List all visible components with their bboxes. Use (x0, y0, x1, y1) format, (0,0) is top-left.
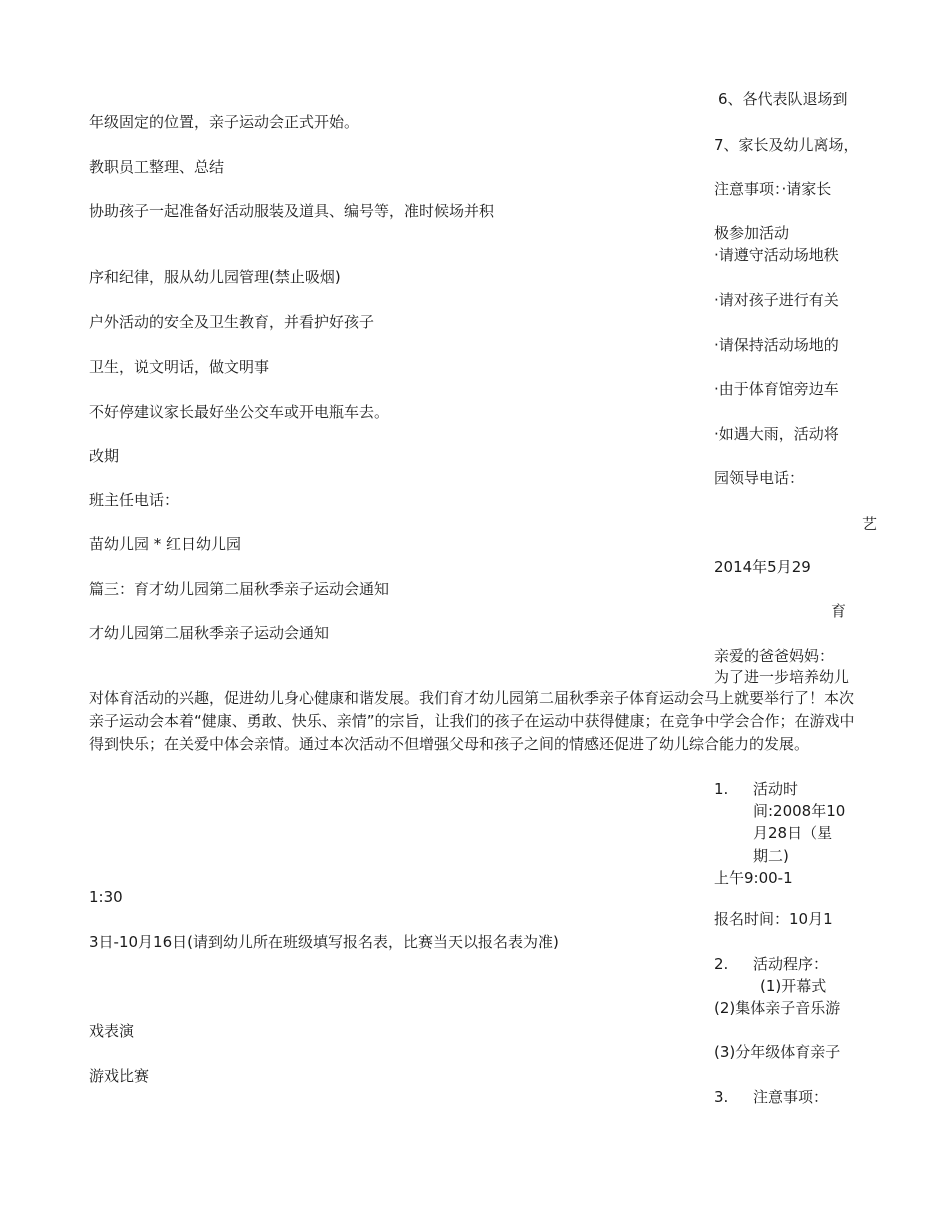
right-line-19: (3)分年级体育亲子 (714, 1043, 841, 1061)
right-line-18: (2)集体亲子音乐游 (714, 999, 841, 1017)
right-line-13: 育 (831, 602, 847, 620)
intro-paragraph: 对体育活动的兴趣，促进幼儿身心健康和谐发展。我们育才幼儿园第二届秋季亲子体育运动会马上就要举行了！本次亲子运动会本着“健康、勇敢、快乐、亲情”的宗旨，让我们的孩子在运动中获得健康；在竞争中学会合作；在游戏中得到快乐；在关爱中体会亲情。通过本次活动不但增强父母和孩子之间的情感还促进了幼儿综合能力的发展。 (89, 689, 855, 753)
left-line-8: 改期 (89, 447, 120, 465)
item-2-line-a: 活动程序： (753, 955, 829, 973)
left-line-9: 班主任电话： (89, 491, 180, 509)
left-line-5: 户外活动的安全及卫生教育，并看护好孩子 (89, 313, 375, 331)
right-line-5: ·请遵守活动场地秩 (714, 246, 839, 264)
left-line-15: 戏表演 (89, 1022, 135, 1040)
left-line-16: 游戏比赛 (89, 1067, 150, 1085)
left-line-3: 协助孩子一起准备好活动服装及道具、编号等，准时候场并积 (89, 202, 495, 220)
right-line-11: 艺 (862, 515, 878, 533)
date-line: 2014年5月29 (714, 558, 811, 576)
item-1-number: 1. (714, 780, 729, 798)
right-line-15: 为了进一步培养幼儿 (714, 668, 850, 686)
left-line-4: 序和纪律，服从幼儿园管理(禁止吸烟) (89, 268, 341, 286)
right-line-7: ·请保持活动场地的 (714, 336, 839, 354)
left-line-1: 年级固定的位置，亲子运动会正式开始。 (89, 113, 360, 131)
right-line-16: 上午9:00-1 (714, 869, 793, 887)
item-2-line-b: (1)开幕式 (760, 977, 827, 995)
right-line-8: ·由于体育馆旁边车 (714, 380, 839, 398)
section-heading: 篇三：育才幼儿园第二届秋季亲子运动会通知 (89, 580, 390, 598)
item-1-line-a: 活动时 (753, 780, 799, 798)
right-line-6: ·请对孩子进行有关 (714, 291, 839, 309)
item-3-line-a: 注意事项： (753, 1088, 829, 1106)
left-line-13: 1:30 (89, 888, 123, 906)
left-line-12: 才幼儿园第二届秋季亲子运动会通知 (89, 624, 330, 642)
right-line-2: 7、家长及幼儿离场， (714, 136, 859, 154)
item-1-line-b: 间:2008年10 (753, 802, 846, 820)
left-line-7: 不好停建议家长最好坐公交车或开电瓶车去。 (89, 403, 390, 421)
right-line-3: 注意事项：·请家长 (714, 180, 832, 198)
item-2-number: 2. (714, 955, 729, 973)
item-3-number: 3. (714, 1088, 729, 1106)
item-1-line-d: 期二) (753, 847, 789, 865)
right-line-17: 报名时间：10月1 (714, 910, 833, 928)
left-line-2: 教职员工整理、总结 (89, 158, 225, 176)
right-line-4: 极参加活动 (714, 224, 790, 242)
left-line-10: 苗幼儿园 * 红日幼儿园 (89, 535, 242, 553)
right-line-9: ·如遇大雨，活动将 (714, 425, 839, 443)
left-line-14: 3日-10月16日(请到幼儿所在班级填写报名表，比赛当天以报名表为准) (89, 933, 559, 951)
left-line-6: 卫生，说文明话，做文明事 (89, 358, 270, 376)
right-line-10: 园领导电话： (714, 469, 805, 487)
right-line-1: 6、各代表队退场到 (718, 90, 848, 108)
greeting-line: 亲爱的爸爸妈妈： (714, 647, 835, 665)
item-1-line-c: 月28日（星 (753, 824, 833, 842)
